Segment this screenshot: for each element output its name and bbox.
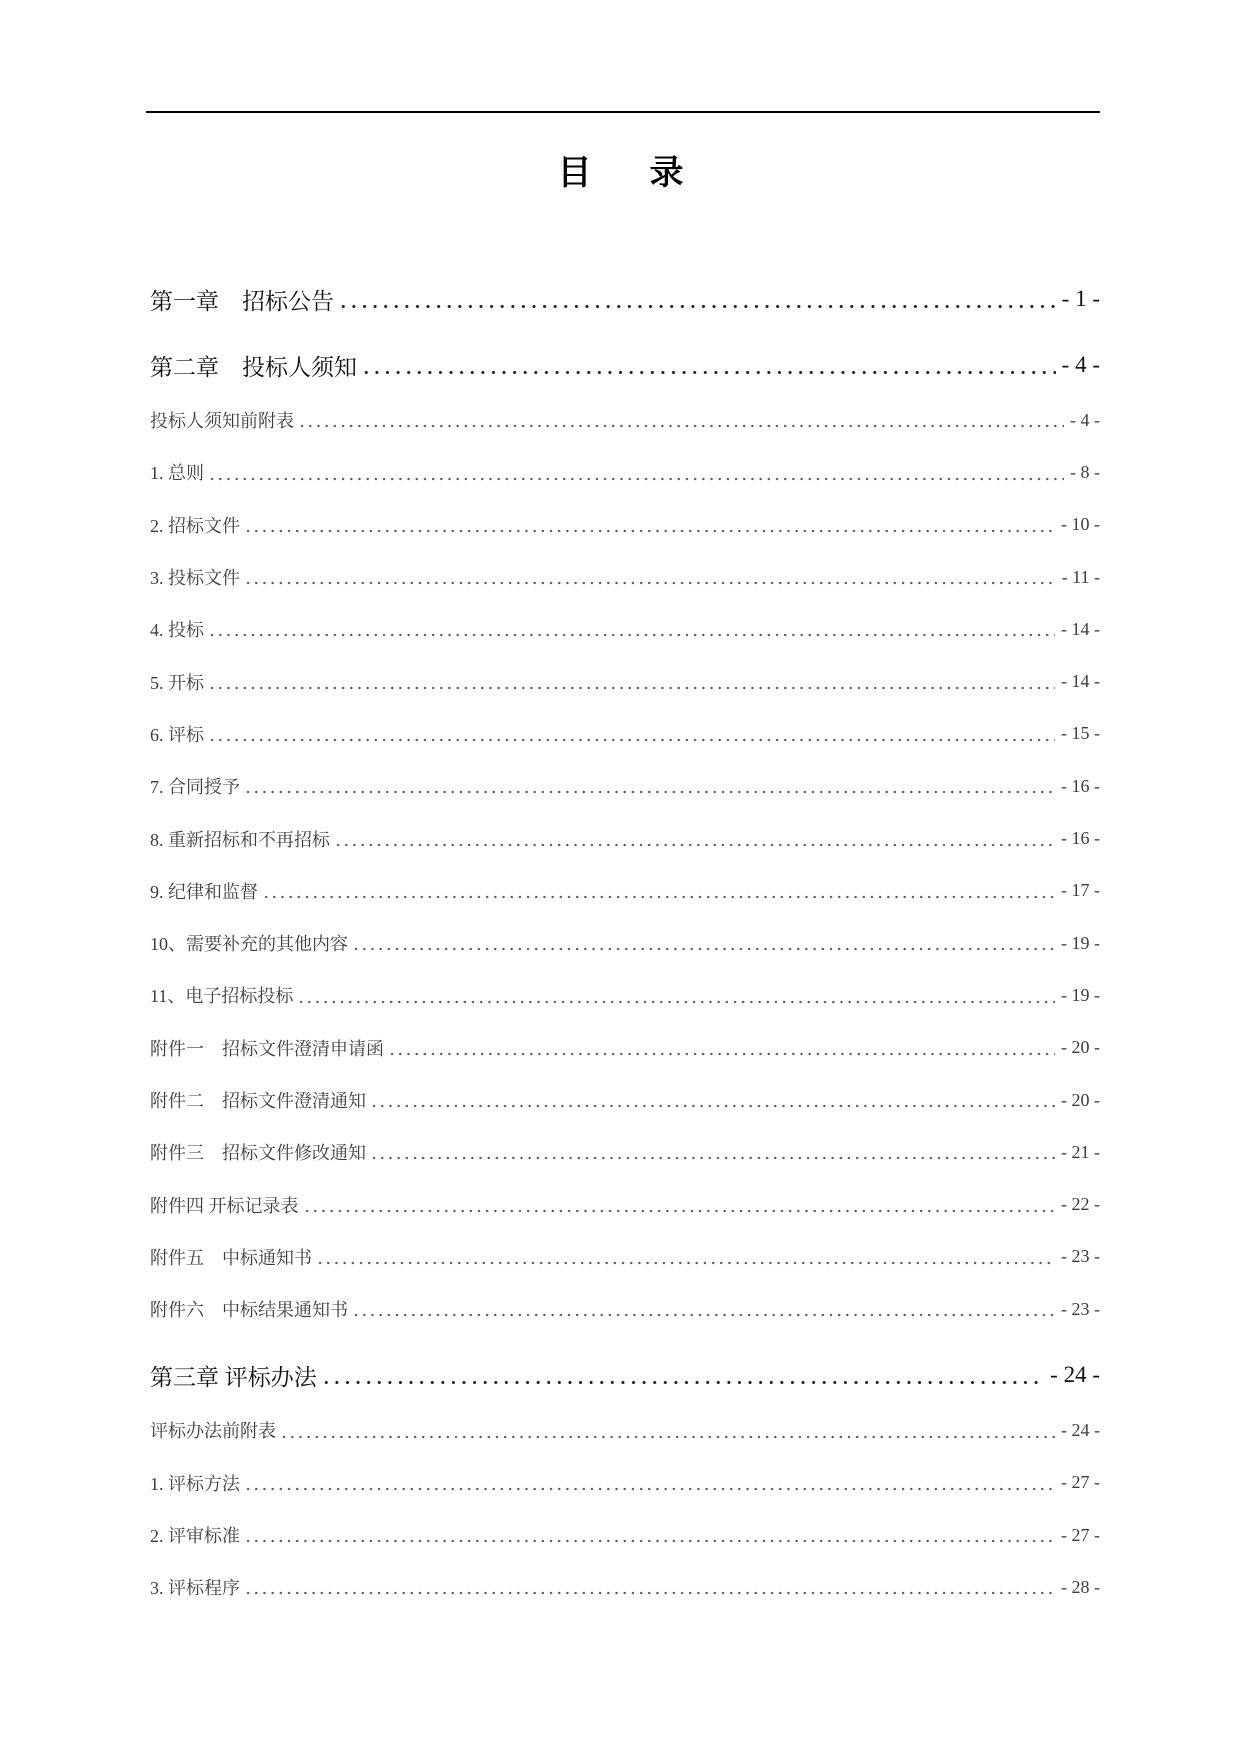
toc-entry-label: 4. 投标 xyxy=(150,620,204,641)
toc-entry-page: - 23 - xyxy=(1061,1246,1100,1267)
toc-section-entry[interactable] xyxy=(150,603,1100,655)
toc-entry-page: - 17 - xyxy=(1061,880,1100,901)
toc-leader-dots xyxy=(370,1092,1055,1108)
toc-entry-page: - 27 - xyxy=(1061,1524,1100,1545)
toc-entry-page: - 28 - xyxy=(1061,1576,1100,1597)
toc-section-entry[interactable] xyxy=(150,655,1100,707)
toc-entry-label: 第一章 招标公告 xyxy=(150,288,334,314)
toc-entry-page: - 23 - xyxy=(1061,1298,1100,1319)
toc-leader-dots xyxy=(262,883,1055,899)
toc-leader-dots xyxy=(370,1144,1055,1160)
toc-entry-page: - 11 - xyxy=(1061,566,1100,587)
toc-leader-dots xyxy=(244,1475,1055,1491)
toc-leader-dots xyxy=(316,1249,1055,1265)
toc-entry-label: 8. 重新招标和不再招标 xyxy=(150,829,330,850)
toc-entry-label: 9. 纪律和监督 xyxy=(150,881,258,902)
toc-entry-page: - 22 - xyxy=(1061,1194,1100,1215)
toc-section-entry[interactable] xyxy=(150,1509,1100,1561)
toc-leader-dots xyxy=(208,674,1055,690)
toc-section-entry[interactable] xyxy=(150,1457,1100,1509)
toc-section-entry[interactable] xyxy=(150,708,1100,760)
toc-leader-dots xyxy=(244,1579,1055,1595)
toc-leader-dots xyxy=(388,1040,1055,1056)
toc-leader-dots xyxy=(244,1527,1055,1543)
toc-entry-label: 附件六 中标结果通知书 xyxy=(150,1300,348,1321)
toc-leader-dots xyxy=(280,1422,1055,1438)
toc-entry-label: 3. 投标文件 xyxy=(150,568,240,589)
toc-entry-label: 10、需要补充的其他内容 xyxy=(150,934,348,955)
toc-leader-dots xyxy=(208,726,1055,742)
toc-entry-label: 2. 评审标准 xyxy=(150,1526,240,1547)
toc-entry-page: - 1 - xyxy=(1061,286,1100,311)
toc-leader-dots xyxy=(244,569,1056,585)
toc-entry-label: 评标办法前附表 xyxy=(150,1421,276,1442)
toc-section-entry[interactable] xyxy=(150,551,1100,603)
toc-entry-label: 附件三 招标文件修改通知 xyxy=(150,1143,366,1164)
toc-leader-dots xyxy=(352,1301,1055,1317)
toc-leader-dots xyxy=(361,355,1056,375)
toc-chapter-entry[interactable] xyxy=(150,273,1100,325)
toc-section-entry[interactable] xyxy=(150,917,1100,969)
toc-section-entry[interactable] xyxy=(150,1561,1100,1613)
toc-entry-page: - 15 - xyxy=(1061,723,1100,744)
toc-entry-page: - 19 - xyxy=(1061,932,1100,953)
toc-leader-dots xyxy=(208,621,1055,637)
header-rule xyxy=(146,111,1100,113)
toc-section-entry[interactable] xyxy=(150,865,1100,917)
toc-section-entry[interactable] xyxy=(150,1404,1100,1456)
toc-entry-label: 7. 合同授予 xyxy=(150,777,240,798)
toc-entry-label: 第二章 投标人须知 xyxy=(150,354,357,380)
toc-section-entry[interactable] xyxy=(150,969,1100,1021)
toc-entry-page: - 10 - xyxy=(1061,514,1100,535)
toc-leader-dots xyxy=(334,830,1055,846)
toc-entry-page: - 20 - xyxy=(1061,1089,1100,1110)
toc-leader-dots xyxy=(303,1197,1056,1213)
toc-entry-page: - 19 - xyxy=(1061,984,1100,1005)
toc-leader-dots xyxy=(321,1366,1044,1386)
toc-entry-page: - 24 - xyxy=(1061,1419,1100,1440)
toc-section-entry[interactable] xyxy=(150,446,1100,498)
toc-entry-page: - 16 - xyxy=(1061,775,1100,796)
toc-entry-label: 第三章 评标办法 xyxy=(150,1364,317,1390)
toc-entry-page: - 8 - xyxy=(1070,461,1100,482)
page-title: 目 录 xyxy=(557,155,696,192)
toc-entry-label: 附件二 招标文件澄清通知 xyxy=(150,1091,366,1111)
toc-entry-label: 6. 评标 xyxy=(150,724,204,745)
toc-leader-dots xyxy=(298,412,1064,428)
toc-entry-page: - 14 - xyxy=(1061,671,1100,692)
table-of-contents xyxy=(150,259,1100,1614)
toc-section-entry[interactable] xyxy=(150,812,1100,864)
toc-leader-dots xyxy=(208,464,1064,480)
toc-section-entry[interactable] xyxy=(150,1074,1100,1126)
toc-entry-label: 11、电子招标投标 xyxy=(150,986,294,1007)
toc-entry-label: 附件四 开标记录表 xyxy=(150,1195,299,1216)
toc-entry-label: 1. 评标方法 xyxy=(150,1473,240,1494)
toc-leader-dots xyxy=(244,517,1055,533)
toc-section-entry[interactable] xyxy=(150,760,1100,812)
toc-section-entry[interactable] xyxy=(150,1022,1100,1074)
toc-section-entry[interactable] xyxy=(150,394,1100,446)
toc-entry-label: 5. 开标 xyxy=(150,672,204,693)
toc-entry-label: 附件一 招标文件澄清申请函 xyxy=(150,1038,384,1059)
toc-leader-dots xyxy=(338,289,1056,309)
toc-section-entry[interactable] xyxy=(150,499,1100,551)
toc-entry-page: - 20 - xyxy=(1061,1037,1100,1058)
toc-section-entry[interactable] xyxy=(150,1178,1100,1230)
toc-entry-label: 3. 评标程序 xyxy=(150,1578,240,1599)
toc-entry-page: - 4 - xyxy=(1061,352,1100,377)
toc-entry-page: - 21 - xyxy=(1061,1141,1100,1162)
toc-entry-page: - 16 - xyxy=(1061,828,1100,849)
toc-entry-page: - 24 - xyxy=(1050,1362,1100,1388)
toc-entry-page: - 14 - xyxy=(1061,618,1100,639)
toc-entry-page: - 4 - xyxy=(1070,409,1100,430)
toc-section-entry[interactable] xyxy=(150,1231,1100,1283)
toc-leader-dots xyxy=(352,935,1055,951)
toc-chapter-entry[interactable] xyxy=(150,1349,1100,1401)
toc-section-entry[interactable] xyxy=(150,1283,1100,1335)
toc-leader-dots xyxy=(244,778,1055,794)
toc-leader-dots xyxy=(297,987,1055,1003)
toc-chapter-entry[interactable] xyxy=(150,339,1100,391)
toc-entry-page: - 27 - xyxy=(1061,1472,1100,1493)
toc-entry-label: 附件五 中标通知书 xyxy=(150,1247,312,1268)
toc-entry-label: 2. 招标文件 xyxy=(150,515,240,536)
toc-entry-label: 投标人须知前附表 xyxy=(150,411,294,432)
toc-entry-label: 1. 总则 xyxy=(150,463,204,484)
toc-section-entry[interactable] xyxy=(150,1126,1100,1178)
